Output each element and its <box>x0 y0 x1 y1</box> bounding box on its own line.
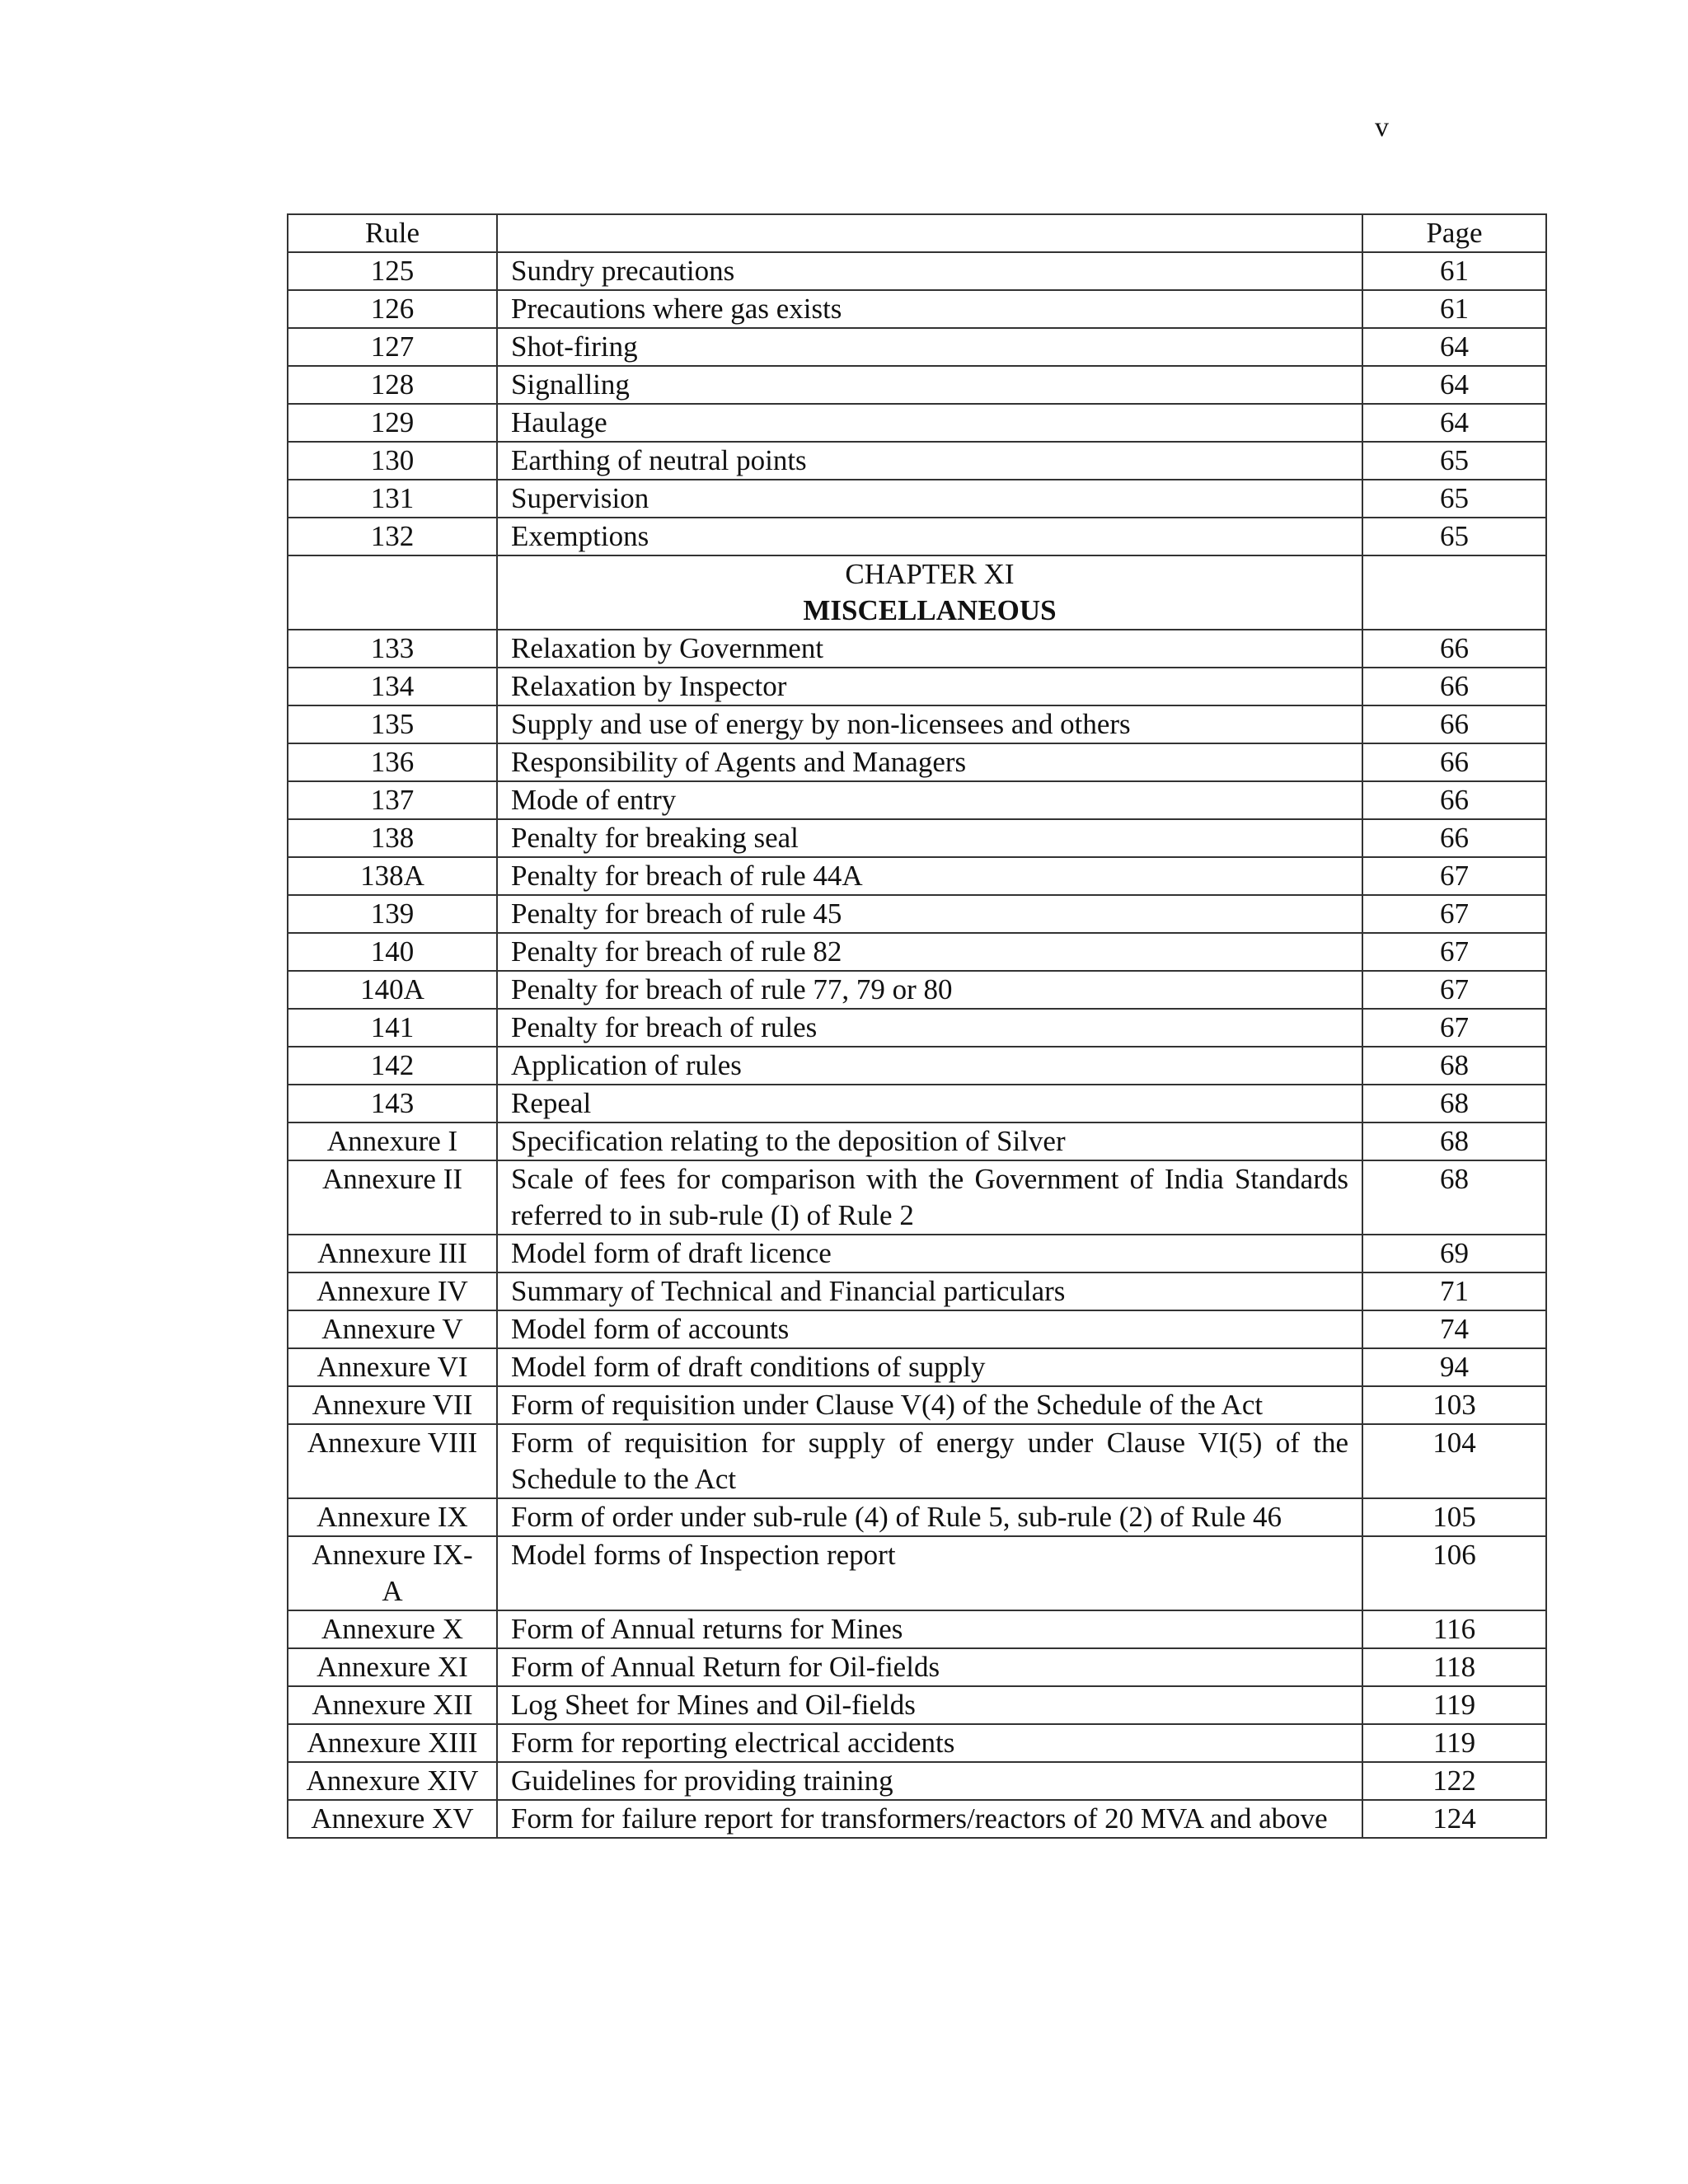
page-ref: 67 <box>1362 933 1546 971</box>
table-row <box>288 895 1546 933</box>
rule-number: Annexure I <box>288 1122 497 1160</box>
table-row <box>288 404 1546 442</box>
page-ref: 66 <box>1362 705 1546 743</box>
table-row <box>288 1122 1546 1160</box>
page-ref: 103 <box>1362 1386 1546 1424</box>
rule-title: Model forms of Inspection report <box>497 1536 1362 1610</box>
table-row <box>288 1310 1546 1348</box>
page-ref: 66 <box>1362 743 1546 781</box>
page-ref: 61 <box>1362 252 1546 290</box>
rule-title: Penalty for breaking seal <box>497 819 1362 857</box>
page-ref: 61 <box>1362 290 1546 328</box>
rule-number: Annexure XI <box>288 1648 497 1686</box>
rule-title: Log Sheet for Mines and Oil-fields <box>497 1686 1362 1724</box>
rule-title: Exemptions <box>497 518 1362 555</box>
table-row <box>288 328 1546 366</box>
rule-title: Form of Annual Return for Oil-fields <box>497 1648 1362 1686</box>
page-ref: 105 <box>1362 1498 1546 1536</box>
rule-title: Form of Annual returns for Mines <box>497 1610 1362 1648</box>
rule-number: Annexure XII <box>288 1686 497 1724</box>
table-row <box>288 1047 1546 1085</box>
page-ref: 65 <box>1362 442 1546 480</box>
rule-title: Supply and use of energy by non-licensees and others <box>497 705 1362 743</box>
table-row <box>288 971 1546 1009</box>
page-ref: 116 <box>1362 1610 1546 1648</box>
table-row <box>288 1800 1546 1838</box>
table-of-contents <box>287 213 1547 1839</box>
rule-title: Specification relating to the deposition of Silver <box>497 1122 1362 1160</box>
rule-title: Form of order under sub-rule (4) of Rule 5, sub-rule (2) of Rule 46 <box>497 1498 1362 1536</box>
rule-number: 129 <box>288 404 497 442</box>
page-ref: 64 <box>1362 404 1546 442</box>
rule-title: Penalty for breach of rule 45 <box>497 895 1362 933</box>
rule-number: 127 <box>288 328 497 366</box>
rule-number: Annexure V <box>288 1310 497 1348</box>
rule-title: Shot-firing <box>497 328 1362 366</box>
page-ref: 67 <box>1362 971 1546 1009</box>
page-ref: 66 <box>1362 630 1546 668</box>
page-ref: 65 <box>1362 480 1546 518</box>
rule-number: Annexure IX-A <box>288 1536 497 1610</box>
table-row <box>288 933 1546 971</box>
rule-title: Application of rules <box>497 1047 1362 1085</box>
table-header-row <box>288 214 1546 252</box>
table-row <box>288 1686 1546 1724</box>
chapter-heading-row <box>288 555 1546 630</box>
table-row <box>288 1610 1546 1648</box>
page-ref: 68 <box>1362 1047 1546 1085</box>
rule-title: Mode of entry <box>497 781 1362 819</box>
rule-title: Relaxation by Inspector <box>497 668 1362 705</box>
page-ref: 71 <box>1362 1272 1546 1310</box>
rule-title: Form of requisition for supply of energy under Clause VI(5) of the Schedule to the Act <box>497 1424 1362 1498</box>
table-row <box>288 857 1546 895</box>
page-ref: 122 <box>1362 1762 1546 1800</box>
table-row <box>288 630 1546 668</box>
rule-title: Sundry precautions <box>497 252 1362 290</box>
rule-number: 135 <box>288 705 497 743</box>
rule-number: 137 <box>288 781 497 819</box>
table-row <box>288 668 1546 705</box>
rule-number: 138 <box>288 819 497 857</box>
rule-number: 134 <box>288 668 497 705</box>
table-row <box>288 1498 1546 1536</box>
page-ref: 67 <box>1362 857 1546 895</box>
rule-number: Annexure IX <box>288 1498 497 1536</box>
table-row <box>288 1424 1546 1498</box>
table-row <box>288 442 1546 480</box>
table-row <box>288 1235 1546 1272</box>
table-row <box>288 252 1546 290</box>
rule-title: Repeal <box>497 1085 1362 1122</box>
page-ref: 66 <box>1362 819 1546 857</box>
rule-title: Earthing of neutral points <box>497 442 1362 480</box>
rule-title: Model form of draft conditions of supply <box>497 1348 1362 1386</box>
page-ref: 119 <box>1362 1724 1546 1762</box>
table-row <box>288 1085 1546 1122</box>
table-row <box>288 1648 1546 1686</box>
page-ref: 67 <box>1362 895 1546 933</box>
rule-number: Annexure II <box>288 1160 497 1235</box>
rule-number: Annexure X <box>288 1610 497 1648</box>
header-rule: Rule <box>288 214 497 252</box>
rule-number: 138A <box>288 857 497 895</box>
rule-number: Annexure VII <box>288 1386 497 1424</box>
chapter-name: MISCELLANEOUS <box>803 594 1057 626</box>
rule-title: Supervision <box>497 480 1362 518</box>
page-ref: 67 <box>1362 1009 1546 1047</box>
rule-title: Form for failure report for transformers/reactors of 20 MVA and above <box>497 1800 1362 1838</box>
rule-title: Responsibility of Agents and Managers <box>497 743 1362 781</box>
rule-title: Penalty for breach of rule 77, 79 or 80 <box>497 971 1362 1009</box>
table-row <box>288 1386 1546 1424</box>
page-ref: 64 <box>1362 366 1546 404</box>
page-number: v <box>1375 112 1389 143</box>
rule-number: 132 <box>288 518 497 555</box>
page-ref: 65 <box>1362 518 1546 555</box>
page-ref: 124 <box>1362 1800 1546 1838</box>
table-row <box>288 1348 1546 1386</box>
table-row <box>288 819 1546 857</box>
table-row <box>288 743 1546 781</box>
rule-number: 142 <box>288 1047 497 1085</box>
rule-number: 139 <box>288 895 497 933</box>
rule-number: 140A <box>288 971 497 1009</box>
table-row <box>288 290 1546 328</box>
rule-number: 125 <box>288 252 497 290</box>
rule-number: 140 <box>288 933 497 971</box>
table-row <box>288 518 1546 555</box>
chapter-label: CHAPTER XI <box>845 558 1015 590</box>
rule-number: 130 <box>288 442 497 480</box>
table-row <box>288 366 1546 404</box>
page-ref: 94 <box>1362 1348 1546 1386</box>
rule-title: Relaxation by Government <box>497 630 1362 668</box>
rule-number: 133 <box>288 630 497 668</box>
page-ref: 74 <box>1362 1310 1546 1348</box>
rule-number: 126 <box>288 290 497 328</box>
rule-number: Annexure XIII <box>288 1724 497 1762</box>
page-ref: 66 <box>1362 781 1546 819</box>
rule-number: 141 <box>288 1009 497 1047</box>
rule-number: Annexure XV <box>288 1800 497 1838</box>
page-ref: 64 <box>1362 328 1546 366</box>
table-row <box>288 1009 1546 1047</box>
header-title <box>497 214 1362 252</box>
rule-title: Penalty for breach of rules <box>497 1009 1362 1047</box>
page-ref: 104 <box>1362 1424 1546 1498</box>
header-page: Page <box>1362 214 1546 252</box>
rule-title: Haulage <box>497 404 1362 442</box>
rule-title: Penalty for breach of rule 44A <box>497 857 1362 895</box>
page-ref: 68 <box>1362 1122 1546 1160</box>
rule-number: 128 <box>288 366 497 404</box>
rule-number: 143 <box>288 1085 497 1122</box>
page-ref: 69 <box>1362 1235 1546 1272</box>
page-ref: 68 <box>1362 1085 1546 1122</box>
rule-title: Model form of accounts <box>497 1310 1362 1348</box>
rule-number: Annexure IV <box>288 1272 497 1310</box>
table-row <box>288 1272 1546 1310</box>
rule-title: Model form of draft licence <box>497 1235 1362 1272</box>
rule-title: Guidelines for providing training <box>497 1762 1362 1800</box>
page-ref: 119 <box>1362 1686 1546 1724</box>
table-row <box>288 781 1546 819</box>
rule-number: Annexure VIII <box>288 1424 497 1498</box>
table-row <box>288 1536 1546 1610</box>
rule-number: 131 <box>288 480 497 518</box>
rule-title: Signalling <box>497 366 1362 404</box>
rule-title: Scale of fees for comparison with the Government of India Standards referred to in sub-rule (I) of Rule 2 <box>497 1160 1362 1235</box>
rule-number: Annexure III <box>288 1235 497 1272</box>
rule-title: Precautions where gas exists <box>497 290 1362 328</box>
page-ref: 68 <box>1362 1160 1546 1235</box>
table-row <box>288 1160 1546 1235</box>
table-row <box>288 705 1546 743</box>
rule-number: 136 <box>288 743 497 781</box>
rule-title: Summary of Technical and Financial particulars <box>497 1272 1362 1310</box>
rule-title: Form of requisition under Clause V(4) of the Schedule of the Act <box>497 1386 1362 1424</box>
table-row <box>288 1762 1546 1800</box>
table-row <box>288 480 1546 518</box>
page-ref: 66 <box>1362 668 1546 705</box>
rule-title: Form for reporting electrical accidents <box>497 1724 1362 1762</box>
page-ref: 118 <box>1362 1648 1546 1686</box>
rule-number: Annexure VI <box>288 1348 497 1386</box>
table-row <box>288 1724 1546 1762</box>
page-ref: 106 <box>1362 1536 1546 1610</box>
rule-number: Annexure XIV <box>288 1762 497 1800</box>
rule-title: Penalty for breach of rule 82 <box>497 933 1362 971</box>
chapter-heading <box>497 555 1362 630</box>
